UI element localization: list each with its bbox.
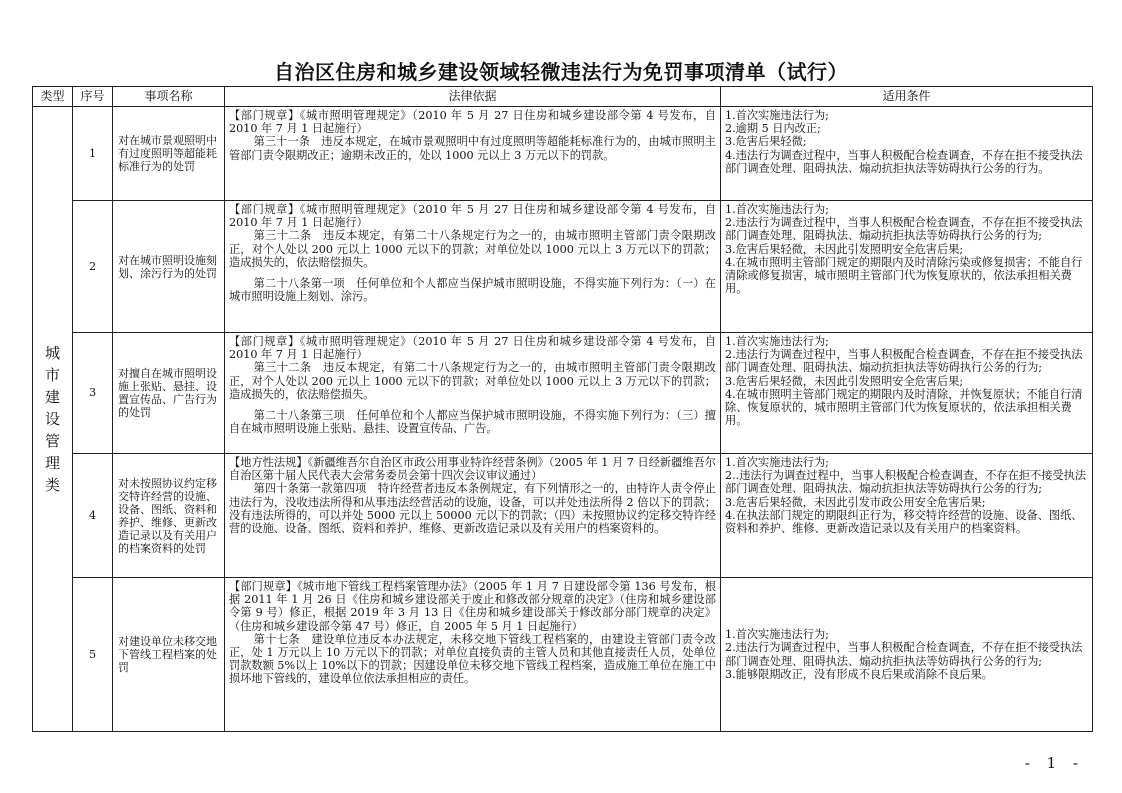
row-number: 2 bbox=[73, 201, 113, 333]
header-condition: 适用条件 bbox=[721, 87, 1093, 107]
condition-item: 2.逾期 5 日内改正; bbox=[725, 122, 821, 136]
law-basis bbox=[225, 578, 721, 732]
law-text: 第三十二条 违反本规定，有第二十八条规定行为之一的，由城市照明主管部门责令限期改正，对个人处以 200 元以上 1000 元以下的罚款；对单位处以 1000 元以上 3 万元以下的罚款；造成损失的，依法赔偿损失。 bbox=[229, 229, 716, 269]
law-text: 第二十八条第三项 任何单位和个人都应当保护城市照明设施，不得实施下列行为：（三）擅自在城市照明设施上张贴、悬挂、设置宣传品、广告。 bbox=[229, 409, 716, 436]
condition-item: 2.违法行为调查过程中，当事人积极配合检查调查，不存在拒不接受执法部门调查处理、阻碍执法、煽动抗拒执法等妨碍执行公务的行为; bbox=[725, 216, 1083, 243]
condition-item: 4.违法行为调查过程中，当事人积极配合检查调查，不存在拒不接受执法部门调查处理、阻碍执法、煽动抗拒执法等妨碍执行公务的行为。 bbox=[725, 148, 1083, 175]
header-item: 事项名称 bbox=[113, 87, 225, 107]
law-basis bbox=[225, 454, 721, 578]
condition-item: 3.危害后果轻微; bbox=[725, 135, 807, 149]
condition-item: 1.首次实施违法行为; bbox=[725, 335, 829, 348]
condition-item: 4.在城市照明主管部门规定的期限内及时清除污染或修复损害；不能自行清除或修复损害，城市照明主管部门代为恢复原状的，依法承担相关费用。 bbox=[725, 255, 1083, 296]
row-number: 3 bbox=[73, 333, 113, 454]
law-text: 【部门规章】《城市照明管理规定》（2010 年 5 月 27 日住房和城乡建设部令第 4 号发布，自 2010 年 7 月 1 日起施行） bbox=[229, 203, 716, 230]
page-title: 自治区住房和城乡建设领域轻微违法行为免罚事项清单（试行） bbox=[274, 60, 848, 84]
table-row bbox=[33, 578, 1093, 732]
item-name: 对未按照协议约定移交特许经营的设施、设备、图纸、资料和养护、维修、更新改造记录以及有关用户的档案资料的处罚 bbox=[113, 454, 225, 578]
table-row bbox=[33, 107, 1093, 201]
condition-item: 4.在城市照明主管部门规定的期限内及时清除，并恢复原状；不能自行清除、恢复原状的，城市照明主管部门代为恢复原状的，依法承担相关费用。 bbox=[725, 387, 1083, 428]
header-number: 序号 bbox=[73, 87, 113, 107]
condition-item: 2.违法行为调查过程中，当事人积极配合检查调查，不存在拒不接受执法部门调查处理、阻碍执法、煽动抗拒执法等妨碍执行公务的行为; bbox=[725, 641, 1083, 668]
law-basis bbox=[225, 107, 721, 201]
law-text: 【部门规章】《城市地下管线工程档案管理办法》（2005 年 1 月 7 日建设部令第 136 号发布，根据 2011 年 1 月 26 日《住房和城乡建设部关于废止和修改部分规章的决定》（住房和城乡建设部令第 9 号）修正，根据 2019 年 3 月 13 日《住房和城乡建设部关于修改部分部门规章的决定》（住房和城乡建设部令第 47 号）修正，自 2005 年 5 月 1 日起施行） bbox=[229, 580, 716, 633]
condition-item: 2.违法行为调查过程中，当事人积极配合检查调查，不存在拒不接受执法部门调查处理、阻碍执法、煽动抗拒执法等妨碍执行公务的行为; bbox=[725, 348, 1083, 375]
law-text: 第三十二条 违反本规定，有第二十八条规定行为之一的，由城市照明主管部门责令限期改正，对个人处以 200 元以上 1000 元以下的罚款；对单位处以 1000 元以上 3 万元以下的罚款；造成损失的，依法赔偿损失。 bbox=[229, 361, 716, 401]
conditions bbox=[721, 201, 1093, 333]
page-number: - 1 - bbox=[1024, 754, 1084, 772]
penalty-exemption-table bbox=[32, 86, 1093, 732]
table-row bbox=[33, 454, 1093, 578]
row-number: 5 bbox=[73, 578, 113, 732]
row-number: 1 bbox=[73, 107, 113, 201]
law-basis bbox=[225, 201, 721, 333]
item-name: 对擅自在城市照明设施上张贴、悬挂、设置宣传品、广告行为的处罚 bbox=[113, 333, 225, 454]
condition-item: 1.首次实施违法行为; bbox=[725, 456, 829, 469]
table-row bbox=[33, 333, 1093, 454]
condition-item: 3.危害后果轻微，未因此引发市政公用安全危害后果; bbox=[725, 495, 986, 509]
item-name: 对建设单位未移交地下管线工程档案的处罚 bbox=[113, 578, 225, 732]
law-text: 第十七条 建设单位违反本办法规定，未移交地下管线工程档案的，由建设主管部门责令改正，处 1 万元以上 10 万元以下的罚款；对单位直接负责的主管人员和其他直接责任人员，处单位罚款数额 5%以上 10%以下的罚款；因建设单位未移交地下管线工程档案，造成施工单位在施工中损坏地下管线的，建设单位依法承担相应的责任。 bbox=[229, 632, 716, 686]
law-text: 第四十条第一款第四项 特许经营者违反本条例规定，有下列情形之一的，由特许人责令停止违法行为，没收违法所得和从事违法经营活动的设施，设备，可以并处违法所得 2 倍以下的罚款；没有违法所得的，可以并处 5000 元以上 50000 元以下的罚款；（四）未按照协议约定移交特许经营的设施、设备、图纸、资料和养护、维修、更新改造记录以及有关用户的档案资料的。 bbox=[229, 482, 716, 536]
condition-item: 1.首次实施违法行为; bbox=[725, 628, 829, 642]
row-number: 4 bbox=[73, 454, 113, 578]
condition-item: 4.在执法部门规定的期限纠正行为，移交特许经营的设施、设备、图纸、资料和养护、维修、更新改造记录以及有关用户的档案资料。 bbox=[725, 508, 1083, 536]
condition-item: 3.危害后果轻微，未因此引发照明安全危害后果; bbox=[725, 242, 964, 256]
table-row bbox=[33, 201, 1093, 333]
law-text: 【部门规章】《城市照明管理规定》（2010 年 5 月 27 日住房和城乡建设部令第 4 号发布，自 2010 年 7 月 1 日起施行） bbox=[229, 335, 716, 362]
law-text: 第二十八条第一项 任何单位和个人都应当保护城市照明设施，不得实施下列行为：（一）在城市照明设施上刻划、涂污。 bbox=[229, 277, 716, 304]
condition-item: 3.危害后果轻微，未因此引发照明安全危害后果; bbox=[725, 374, 964, 388]
header-law: 法律依据 bbox=[225, 87, 721, 107]
law-text: 第三十一条 违反本规定，在城市景观照明中有过度照明等超能耗标准行为的，由城市照明主管部门责令限期改正；逾期未改正的，处以 1000 元以上 3 万元以下的罚款。 bbox=[229, 135, 716, 162]
law-text: 【部门规章】《城市照明管理规定》（2010 年 5 月 27 日住房和城乡建设部令第 4 号发布，自 2010 年 7 月 1 日起施行） bbox=[229, 109, 716, 136]
item-name: 对在城市照明设施刻划、涂污行为的处罚 bbox=[113, 201, 225, 333]
condition-item: 2..违法行为调查过程中，当事人积极配合检查调查，不存在拒不接受执法部门调查处理、阻碍执法、煽动抗拒执法等妨碍执行公务的行为; bbox=[725, 469, 1087, 496]
law-text: 【地方性法规】《新疆维吾尔自治区市政公用事业特许经营条例》（2005 年 1 月 7 日经新疆维吾尔自治区第十届人民代表大会常务委员会第十四次会议审议通过） bbox=[229, 456, 716, 483]
law-basis bbox=[225, 333, 721, 454]
conditions bbox=[721, 333, 1093, 454]
header-category: 类型 bbox=[33, 87, 73, 107]
conditions bbox=[721, 578, 1093, 732]
conditions bbox=[721, 454, 1093, 578]
header-row bbox=[33, 87, 1093, 107]
condition-item: 3.能够限期改正，没有形成不良后果或消除不良后果。 bbox=[725, 667, 993, 681]
condition-item: 1.首次实施违法行为; bbox=[725, 203, 829, 216]
conditions bbox=[721, 107, 1093, 201]
category-cell: 城市建设管理类 bbox=[33, 107, 73, 732]
item-name: 对在城市景观照明中有过度照明等超能耗标准行为的处罚 bbox=[113, 107, 225, 201]
condition-item: 1.首次实施违法行为; bbox=[725, 109, 829, 122]
